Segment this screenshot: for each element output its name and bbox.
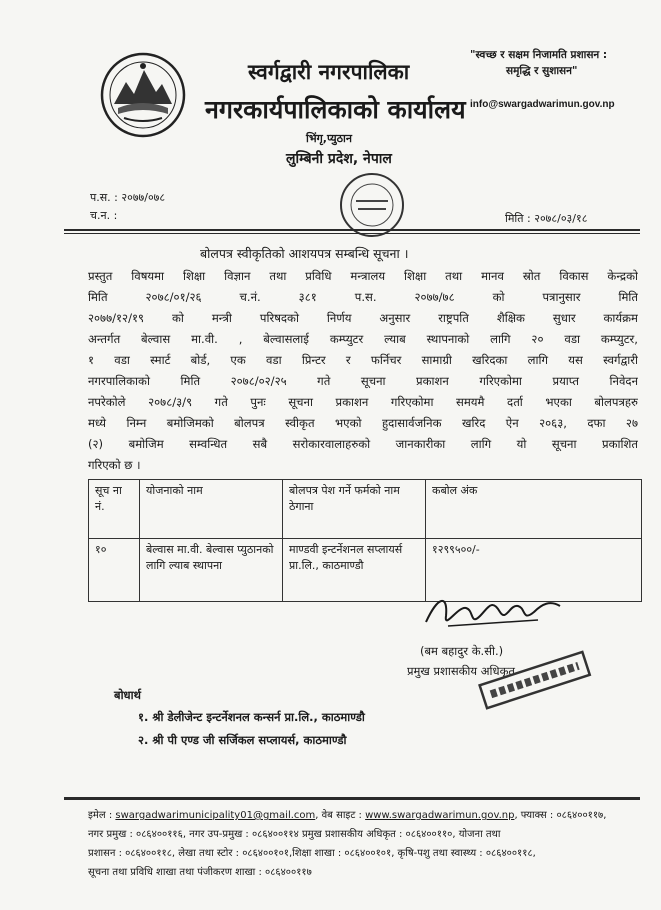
cc-heading: बोधार्थ xyxy=(114,688,141,702)
footer-divider xyxy=(64,797,640,800)
body-line: २०७७/१२/१९ को मन्त्री परिषदको निर्णय अनुसार राष्ट्रपति शैक्षिक सुधार कार्यक्रम xyxy=(88,311,638,325)
cc-item: २. श्री पी एण्ड जी सर्जिकल सप्लायर्स, काठमाण्डौ xyxy=(138,733,347,747)
header-project-name: योजनाको नाम xyxy=(140,480,283,539)
signer-title: प्रमुख प्रशासकीय अधिकृत xyxy=(407,664,515,678)
body-line: गरिएको छ । xyxy=(88,458,141,472)
body-line: (२) बमोजिम सम्वन्धित सबै सरोकारवालाहरुको जानकारीका लागि यो सूचना प्रकाशित xyxy=(88,437,638,451)
signer-name: (बम बहादुर के.सी.) xyxy=(420,644,504,658)
government-emblem xyxy=(100,52,186,138)
bid-table xyxy=(88,479,642,602)
cell-notice-number: १० xyxy=(89,539,140,602)
designation-stamp xyxy=(475,646,595,716)
footer-line: सूचना तथा प्रविधि शाखा तथा पंजीकरण शाखा : ०८६४००११७ xyxy=(88,867,312,878)
body-line: नपरेकोले २०७८/३/९ गते पुनः सूचना प्रकाशन गरिएकोमा समयमै दर्ता भएका बोलपत्रहरु xyxy=(88,395,638,409)
footer-web-label: , वेब साइट : xyxy=(315,810,366,821)
header-bid-amount: कबोल अंक xyxy=(426,480,642,539)
office-email: info@swargadwarimun.gov.np xyxy=(470,99,615,110)
municipality-name: स्वर्गद्वारी नगरपालिका xyxy=(248,60,410,84)
header-divider-thin xyxy=(64,233,640,234)
cell-bidder-firm: माण्डवी इन्टर्नेशनल सप्लायर्स प्रा.लि., काठमाण्डौ xyxy=(283,539,426,602)
body-line: मिति २०७८/०१/२६ च.नं. ३८१ प.स. २०७७/७८ को पत्रानुसार मिति xyxy=(88,290,638,304)
notice-subject: बोलपत्र स्वीकृतिको आशयपत्र सम्बन्धि सूचना । xyxy=(200,246,409,261)
cell-project-name: बेल्वास मा.वी. बेल्वास प्युठानको लागि ल्याब स्थापना xyxy=(140,539,283,602)
slogan-line-2: समृद्धि र सुशासन" xyxy=(506,65,578,77)
footer-email-label: इमेल : xyxy=(88,810,116,821)
body-line: १ वडा स्मार्ट बोर्ड, एक वडा प्रिन्टर र फर्निचर सामाग्री खरिदका लागि यस स्वर्गद्वारी xyxy=(88,353,638,367)
header-bidder-firm: बोलपत्र पेश गर्ने फर्मको नाम ठेगाना xyxy=(283,480,426,539)
footer-email-link[interactable]: swargadwarimunicipality01@gmail.com xyxy=(115,810,316,821)
footer-fax: , फ्याक्स : ०८६४००११७, xyxy=(514,810,607,821)
footer-line xyxy=(88,806,644,825)
body-line: मध्ये निम्न बमोजिमको बोलपत्र स्वीकृत भएको हुदासार्वजनिक खरिद ऐन २०६३, दफा २७ xyxy=(88,416,638,430)
cell-bid-amount: १२९९५००/- xyxy=(426,539,642,602)
footer-line: प्रशासन : ०८६४००११८, लेखा तथा स्टोर : ०८६४००१०१,शिक्षा शाखा : ०८६४००१०१, कृषि-पशु तथा स्वास्थ्य : ०८६४००११८, xyxy=(88,848,536,859)
header-notice-number: सूच ना नं. xyxy=(89,480,140,539)
footer-line: नगर प्रमुख : ०८६४००११६, नगर उप-प्रमुख : ०८६४००११४ प्रमुख प्रशासकीय अधिकृत : ०८६४००११०, योजना तथा xyxy=(88,829,501,840)
cc-item: १. श्री डेलीजेन्ट इन्टर्नेशनल कन्सर्न प्रा.लि., काठमाण्डौ xyxy=(138,710,365,724)
table-header-row xyxy=(89,480,642,539)
slogan-line-1: "स्वच्छ र सक्षम निजामति प्रशासन : xyxy=(470,49,608,61)
notice-body xyxy=(88,266,638,476)
body-line: अन्तर्गत बेल्वास मा.वी. , बेल्वासलाई कम्प्युटर ल्याब स्थापनाको लागि २० वडा कम्प्युटर, xyxy=(88,332,638,346)
reference-number: प.स. : २०७७/०७८ xyxy=(90,191,166,204)
letter-date: मिति : २०७८/०३/१८ xyxy=(505,212,588,225)
address-line-1: भिंगृ,प्युठान xyxy=(306,132,352,145)
office-name: नगरकार्यपालिकाको कार्यालय xyxy=(205,95,466,124)
dispatch-number: च.न. : xyxy=(90,209,118,222)
address-line-2: लुम्बिनी प्रदेश, नेपाल xyxy=(286,151,392,167)
body-line: नगरपालिकाको मिति २०७८/०२/२५ गते सूचना प्रकाशन गरिएकोमा प्रयाप्त निवेदन xyxy=(88,374,638,388)
footer-contacts xyxy=(88,806,644,882)
header-divider xyxy=(64,229,640,231)
footer-website-link[interactable]: www.swargadwarimun.gov.np xyxy=(365,810,515,821)
handwritten-signature xyxy=(418,586,568,634)
body-line: प्रस्तुत विषयमा शिक्षा विज्ञान तथा प्रविधि मन्त्रालय शिक्षा तथा मानव स्रोत विकास केन्द्रको xyxy=(88,269,638,283)
